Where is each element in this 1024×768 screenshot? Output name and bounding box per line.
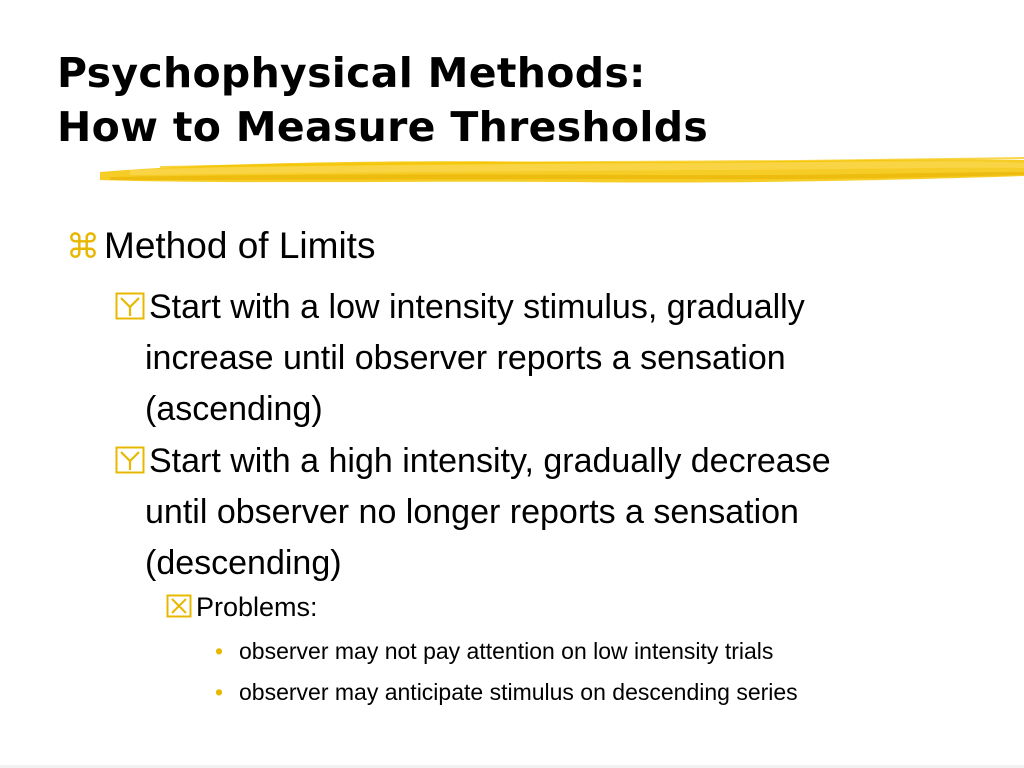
checkbox-x-icon [166, 594, 192, 618]
highlighter-stroke [100, 150, 1024, 190]
slide-title [57, 46, 708, 154]
bullet-line-1: Start with a high intensity, gradually decrease [149, 442, 831, 480]
title-line-1: Psychophysical Methods: [57, 49, 646, 97]
bullet-text: observer may anticipate stimulus on descending series [239, 679, 798, 705]
bullet-dot-icon: • [215, 638, 224, 664]
bullet-line-2: until observer no longer reports a sensation [145, 493, 799, 531]
bullet-line-2: increase until observer reports a sensation [145, 339, 786, 377]
bullet-ascending [115, 282, 805, 435]
bullet-anticipate [215, 672, 798, 712]
bullet-text: Method of Limits [104, 225, 376, 266]
bullet-text: Problems: [196, 592, 318, 622]
bullet-text: observer may not pay attention on low intensity trials [239, 638, 774, 664]
bullet-line-3: (ascending) [145, 390, 323, 428]
bullet-line-3: (descending) [145, 544, 342, 582]
checkbox-y-icon [115, 292, 145, 320]
bullet-attention [215, 631, 773, 671]
bullet-dot-icon: • [215, 679, 224, 705]
title-line-2: How to Measure Thresholds [57, 103, 709, 151]
bullet-problems [166, 585, 318, 629]
bullet-descending [115, 436, 831, 589]
bullet-line-1: Start with a low intensity stimulus, gradually [149, 288, 805, 326]
checkbox-y-icon [115, 446, 145, 474]
command-icon: ⌘ [66, 228, 100, 266]
bullet-method-of-limits [66, 221, 375, 272]
